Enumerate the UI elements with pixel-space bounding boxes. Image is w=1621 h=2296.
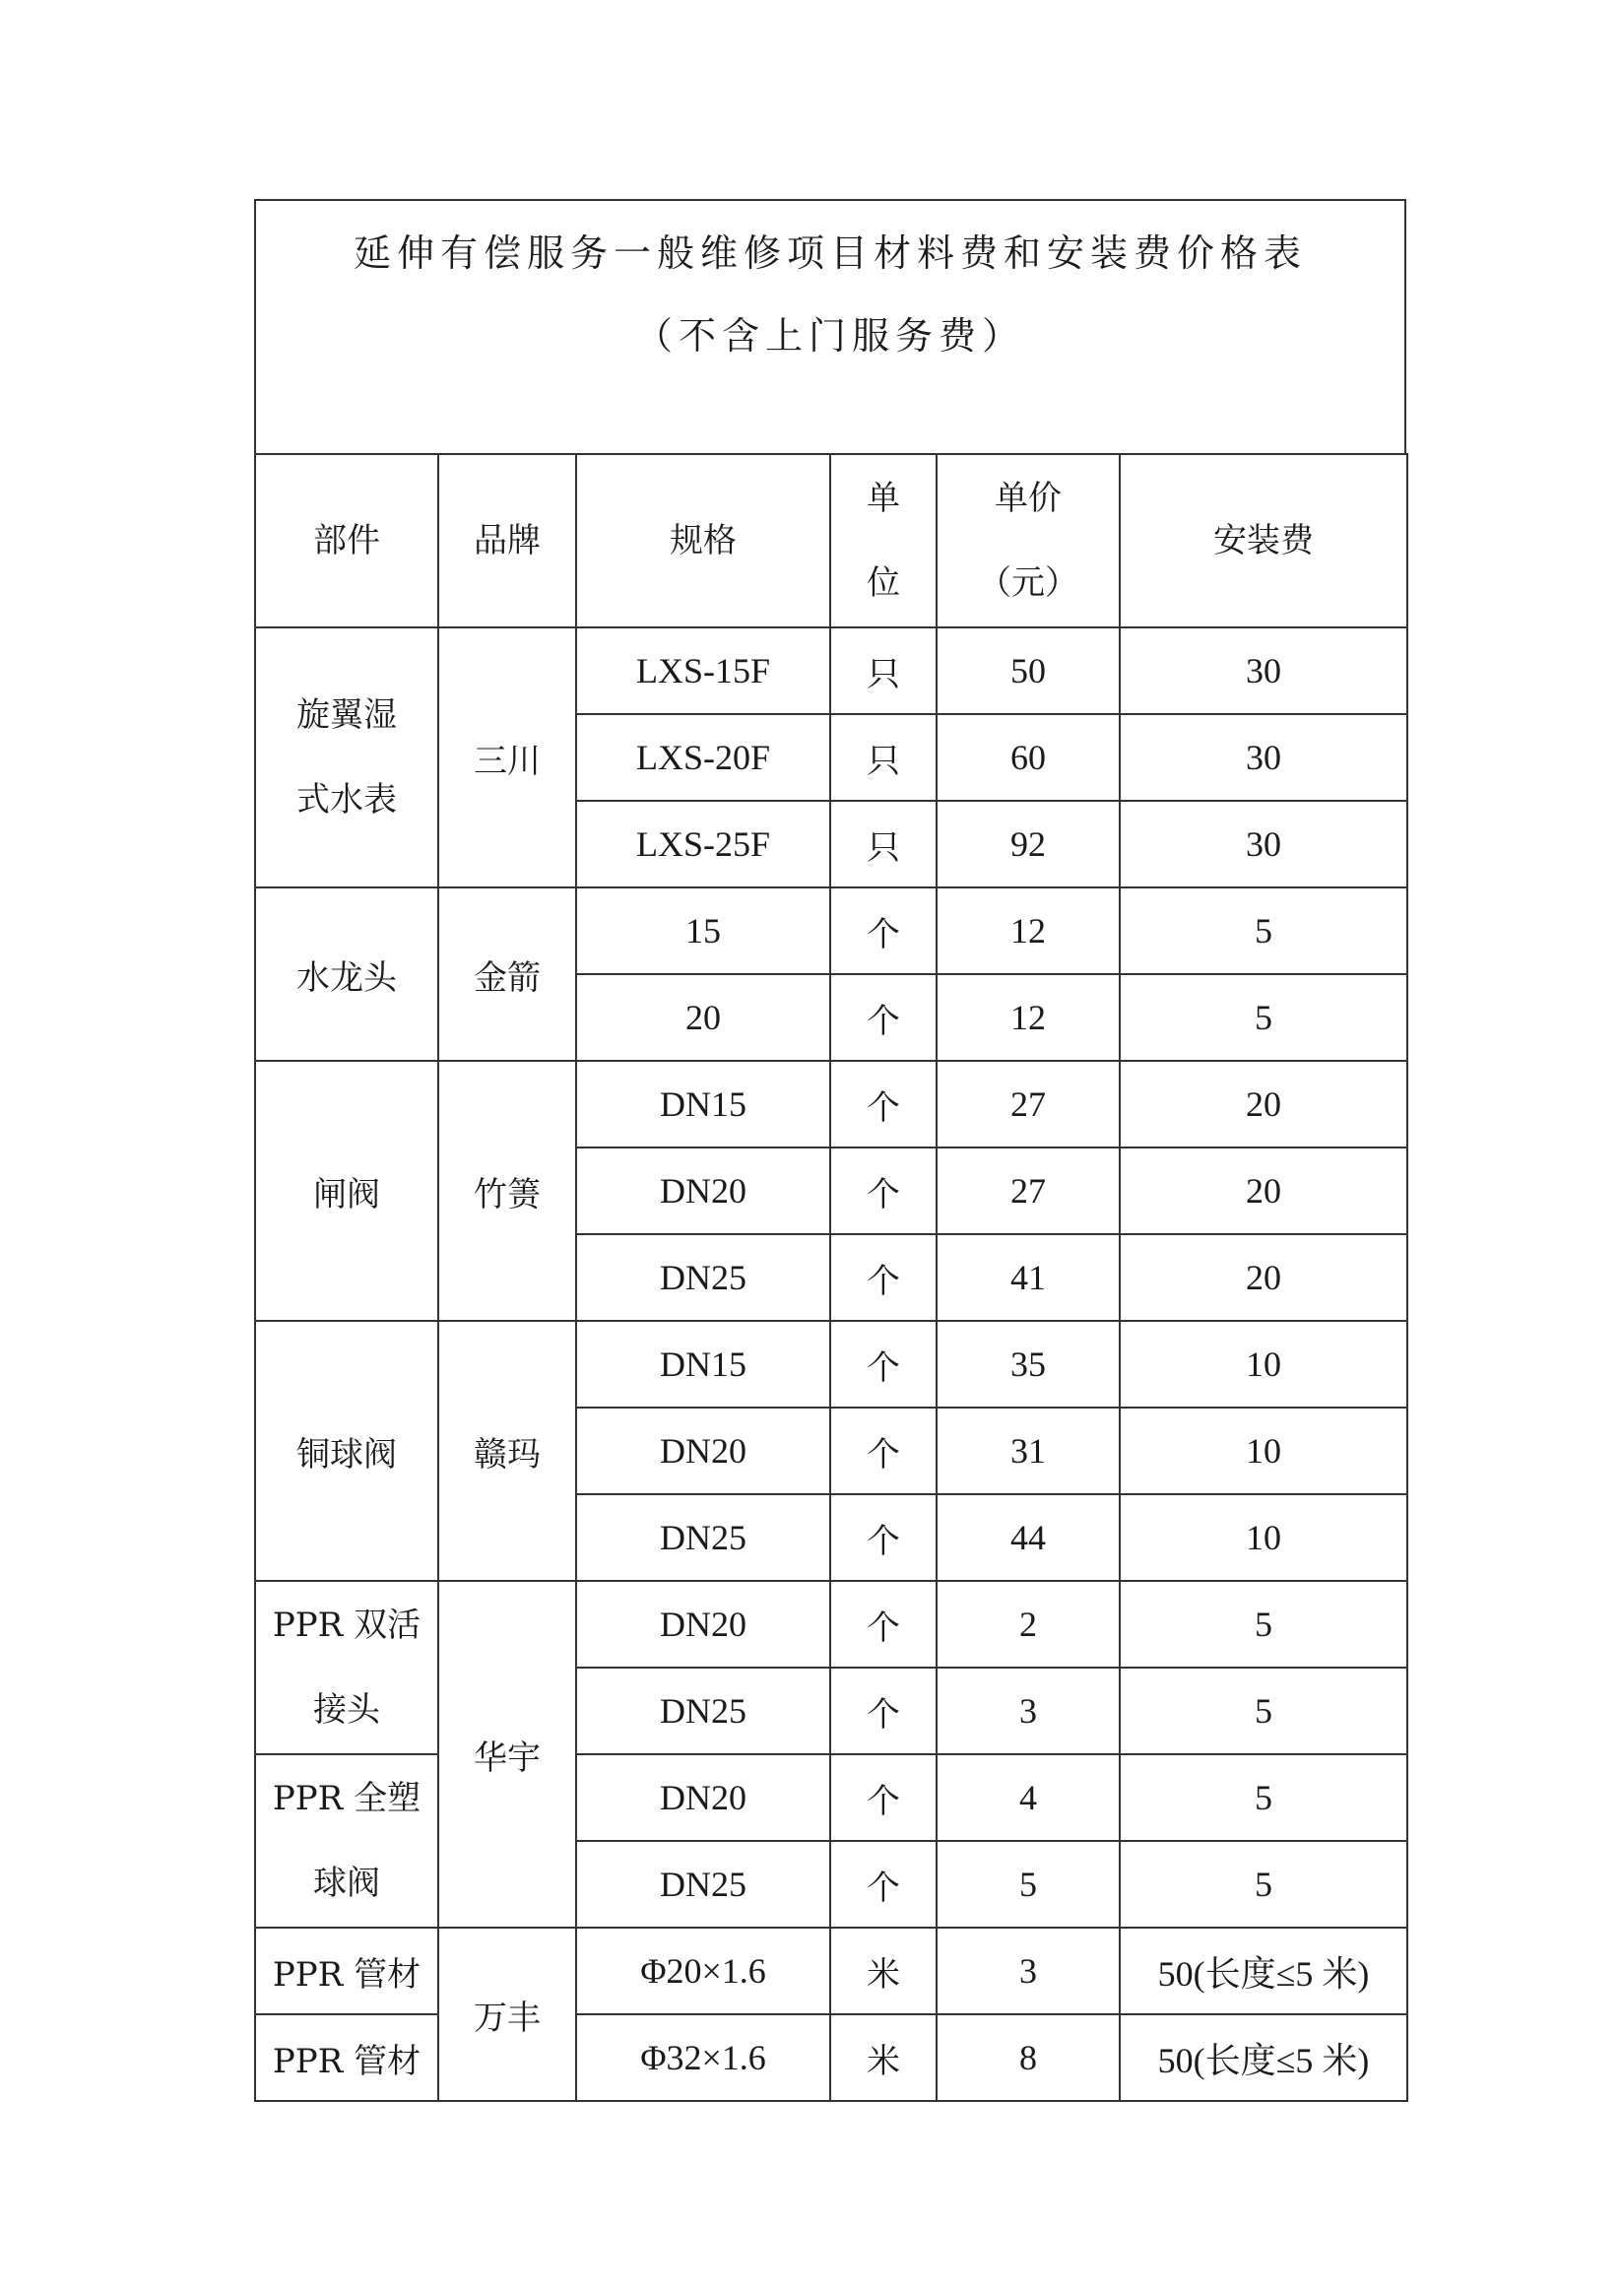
brand-cell: 三川 xyxy=(438,627,576,887)
unit-cell: 个 xyxy=(830,1408,937,1494)
price-cell: 41 xyxy=(937,1234,1120,1321)
price-cell: 3 xyxy=(937,1668,1120,1754)
price-cell: 27 xyxy=(937,1148,1120,1234)
price-cell: 60 xyxy=(937,714,1120,801)
spec-cell: LXS-20F xyxy=(576,714,830,801)
install-cell: 5 xyxy=(1120,1754,1407,1841)
spec-cell: DN25 xyxy=(576,1494,830,1581)
header-row xyxy=(255,454,1407,627)
price-cell: 4 xyxy=(937,1754,1120,1841)
spec-cell: DN25 xyxy=(576,1234,830,1321)
header-price-line2: （元） xyxy=(978,563,1078,603)
table-row xyxy=(255,1581,1407,1668)
header-unit-line1: 单 xyxy=(867,479,900,518)
price-cell: 92 xyxy=(937,801,1120,887)
price-cell: 12 xyxy=(937,887,1120,974)
part-cell: 闸阀 xyxy=(255,1061,438,1321)
part-line: 接头 xyxy=(313,1690,380,1730)
header-install: 安装费 xyxy=(1120,454,1407,627)
price-cell: 12 xyxy=(937,974,1120,1061)
price-cell: 3 xyxy=(937,1928,1120,2014)
brand-cell: 华宇 xyxy=(438,1581,576,1928)
part-line: 旋翼湿 xyxy=(296,695,397,735)
unit-cell: 个 xyxy=(830,1581,937,1668)
spec-cell: LXS-15F xyxy=(576,627,830,714)
part-line: 球阀 xyxy=(313,1864,380,1903)
table-row xyxy=(255,887,1407,974)
unit-cell: 个 xyxy=(830,1841,937,1928)
part-line: PPR 双活 xyxy=(272,1606,421,1645)
part-cell: 水龙头 xyxy=(255,887,438,1061)
unit-cell: 个 xyxy=(830,974,937,1061)
part-cell: 铜球阀 xyxy=(255,1321,438,1581)
spec-cell: DN20 xyxy=(576,1148,830,1234)
brand-cell: 竹箦 xyxy=(438,1061,576,1321)
spec-cell: Φ32×1.6 xyxy=(576,2014,830,2101)
price-table xyxy=(254,453,1408,2102)
install-cell: 10 xyxy=(1120,1494,1407,1581)
price-cell: 35 xyxy=(937,1321,1120,1408)
spec-cell: 15 xyxy=(576,887,830,974)
unit-cell: 个 xyxy=(830,887,937,974)
unit-cell: 只 xyxy=(830,801,937,887)
header-price-line1: 单价 xyxy=(995,479,1062,518)
install-cell: 30 xyxy=(1120,801,1407,887)
price-cell: 44 xyxy=(937,1494,1120,1581)
table-row xyxy=(255,2014,1407,2101)
install-cell: 30 xyxy=(1120,627,1407,714)
unit-cell: 只 xyxy=(830,714,937,801)
part-line: 式水表 xyxy=(296,780,397,820)
spec-cell: DN15 xyxy=(576,1061,830,1148)
brand-cell: 万丰 xyxy=(438,1928,576,2101)
unit-cell: 个 xyxy=(830,1321,937,1408)
unit-cell: 个 xyxy=(830,1234,937,1321)
header-price xyxy=(937,454,1120,627)
header-brand: 品牌 xyxy=(438,454,576,627)
table-title: 延伸有偿服务一般维修项目材料费和安装费价格表 xyxy=(353,231,1307,275)
table-row xyxy=(255,1928,1407,2014)
spec-cell: Φ20×1.6 xyxy=(576,1928,830,2014)
price-cell: 2 xyxy=(937,1581,1120,1668)
unit-cell: 只 xyxy=(830,627,937,714)
price-cell: 5 xyxy=(937,1841,1120,1928)
header-part: 部件 xyxy=(255,454,438,627)
unit-cell: 个 xyxy=(830,1061,937,1148)
spec-cell: DN15 xyxy=(576,1321,830,1408)
spec-cell: DN20 xyxy=(576,1754,830,1841)
install-cell: 10 xyxy=(1120,1408,1407,1494)
brand-cell: 金箭 xyxy=(438,887,576,1061)
price-cell: 31 xyxy=(937,1408,1120,1494)
install-cell: 5 xyxy=(1120,974,1407,1061)
spec-cell: DN20 xyxy=(576,1581,830,1668)
unit-cell: 个 xyxy=(830,1668,937,1754)
part-line: PPR 全塑 xyxy=(272,1779,421,1818)
install-cell: 20 xyxy=(1120,1148,1407,1234)
part-cell xyxy=(255,627,438,887)
header-spec: 规格 xyxy=(576,454,830,627)
install-cell: 50(长度≤5 米) xyxy=(1120,1928,1407,2014)
price-cell: 8 xyxy=(937,2014,1120,2101)
install-cell: 5 xyxy=(1120,1841,1407,1928)
install-cell: 20 xyxy=(1120,1234,1407,1321)
install-cell: 10 xyxy=(1120,1321,1407,1408)
install-cell: 5 xyxy=(1120,887,1407,974)
spec-cell: DN25 xyxy=(576,1668,830,1754)
install-cell: 50(长度≤5 米) xyxy=(1120,2014,1407,2101)
unit-cell: 个 xyxy=(830,1754,937,1841)
price-cell: 27 xyxy=(937,1061,1120,1148)
part-cell xyxy=(255,1581,438,1754)
table-row xyxy=(255,1321,1407,1408)
install-cell: 30 xyxy=(1120,714,1407,801)
install-cell: 5 xyxy=(1120,1581,1407,1668)
spec-cell: 20 xyxy=(576,974,830,1061)
unit-cell: 米 xyxy=(830,2014,937,2101)
title-box xyxy=(254,199,1406,455)
table-row xyxy=(255,627,1407,714)
header-unit-line2: 位 xyxy=(867,563,900,603)
part-cell xyxy=(255,1754,438,1928)
unit-cell: 个 xyxy=(830,1148,937,1234)
table-subtitle: （不含上门服务费） xyxy=(634,314,1025,358)
header-unit xyxy=(830,454,937,627)
unit-cell: 米 xyxy=(830,1928,937,2014)
part-cell: PPR 管材 xyxy=(255,1928,438,2014)
spec-cell: DN20 xyxy=(576,1408,830,1494)
unit-cell: 个 xyxy=(830,1494,937,1581)
brand-cell: 赣玛 xyxy=(438,1321,576,1581)
spec-cell: DN25 xyxy=(576,1841,830,1928)
part-cell: PPR 管材 xyxy=(255,2014,438,2101)
spec-cell: LXS-25F xyxy=(576,801,830,887)
install-cell: 20 xyxy=(1120,1061,1407,1148)
install-cell: 5 xyxy=(1120,1668,1407,1754)
price-cell: 50 xyxy=(937,627,1120,714)
table-row xyxy=(255,1754,1407,1841)
table-row xyxy=(255,1061,1407,1148)
